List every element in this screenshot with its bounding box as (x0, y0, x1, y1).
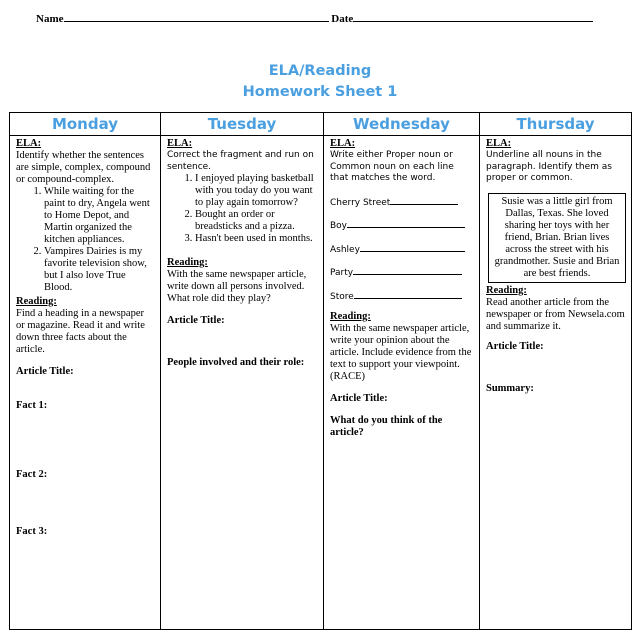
tuesday-column (161, 136, 324, 630)
monday-ela-label: ELA: (16, 138, 42, 149)
name-field[interactable] (64, 12, 329, 22)
date-label: Date (331, 13, 354, 25)
list-item: 2. Bought an order or breadsticks and a pizza. (195, 209, 318, 233)
monday-reading-label: Reading: (16, 296, 57, 307)
answer-blank[interactable] (347, 227, 465, 228)
thursday-ela-text: Underline all nouns in the paragraph. Identify them as proper or common. (486, 150, 612, 183)
monday-column (10, 136, 161, 630)
homework-table (9, 112, 632, 630)
wednesday-ela-text: Write either Proper noun or Common noun on each line that matches the word. (330, 150, 454, 183)
thursday-header: Thursday (480, 113, 632, 136)
wednesday-article-title: Article Title: (330, 393, 388, 404)
monday-fact-2: Fact 2: (16, 469, 48, 480)
thursday-reading-text: Read another article from the newspaper or from Newsela.com and summarize it. (486, 296, 625, 332)
thursday-reading-label: Reading: (486, 284, 527, 296)
answer-blank[interactable] (360, 251, 465, 252)
monday-fact-1: Fact 1: (16, 400, 48, 411)
wednesday-column (324, 136, 480, 630)
monday-reading-text: Find a heading in a newspaper or magazine. Read it and write down three facts about the article. (16, 308, 145, 355)
name-label: Name (36, 13, 64, 25)
noun-line: Party (330, 268, 474, 280)
tuesday-sentence-list (167, 173, 318, 245)
date-field[interactable] (353, 12, 593, 22)
thursday-column (480, 136, 632, 630)
monday-sentence-list (16, 186, 155, 294)
answer-blank[interactable] (390, 204, 458, 205)
tuesday-article-title: Article Title: (167, 315, 225, 326)
list-item: 1. While waiting for the paint to dry, Angela went to Home Depot, and Martin organized the kitchen appliances. (44, 186, 155, 246)
answer-blank[interactable] (354, 298, 462, 299)
tuesday-reading-label: Reading: (167, 257, 208, 268)
list-item: 1. I enjoyed playing basketball with you today do you want to play again tomorrow? (195, 173, 318, 209)
tuesday-reading-text: With the same newspaper article, write down all persons involved. What role did they play? (167, 269, 307, 304)
thursday-paragraph-box: Susie was a little girl from Dallas, Texas. She loved sharing her toys with her friend, Brian. Brian lives across the street with his grandmother. Susie and Brian are best friends. (488, 193, 626, 283)
wednesday-reading-label: Reading: (330, 311, 371, 322)
page-subtitle: Homework Sheet 1 (242, 84, 398, 100)
monday-article-title: Article Title: (16, 366, 74, 377)
noun-line: Cherry Street (330, 198, 474, 210)
tuesday-ela-label: ELA: (167, 138, 193, 149)
list-item: 3. Hasn't been used in months. (195, 233, 318, 245)
tuesday-header: Tuesday (161, 113, 324, 136)
monday-fact-3: Fact 3: (16, 526, 48, 537)
answer-blank[interactable] (353, 274, 462, 275)
wednesday-question: What do you think of the article? (330, 415, 443, 438)
thursday-article-title: Article Title: (486, 340, 544, 352)
noun-line: Boy (330, 221, 474, 233)
wednesday-reading-text: With the same newspaper article, write your opinion about the article. Include evidence from the text to support your viewpoint. (RACE) (330, 323, 472, 382)
noun-line: Ashley (330, 245, 474, 257)
thursday-summary: Summary: (486, 382, 534, 394)
page-title: ELA/Reading (268, 63, 372, 79)
wednesday-ela-label: ELA: (330, 138, 356, 149)
monday-header: Monday (10, 113, 161, 136)
tuesday-people-involved: People involved and their role: (167, 357, 305, 368)
wednesday-header: Wednesday (324, 113, 480, 136)
monday-ela-text: Identify whether the sentences are simple, complex, compound or compound-complex. (16, 150, 151, 185)
tuesday-ela-text: Correct the fragment and run on sentence. (167, 150, 314, 172)
name-date-line (36, 12, 593, 25)
noun-line: Store (330, 292, 474, 304)
thursday-ela-label: ELA: (486, 138, 512, 149)
list-item: 2. Vampires Dairies is my favorite television show, but I also love True Blood. (44, 246, 155, 294)
